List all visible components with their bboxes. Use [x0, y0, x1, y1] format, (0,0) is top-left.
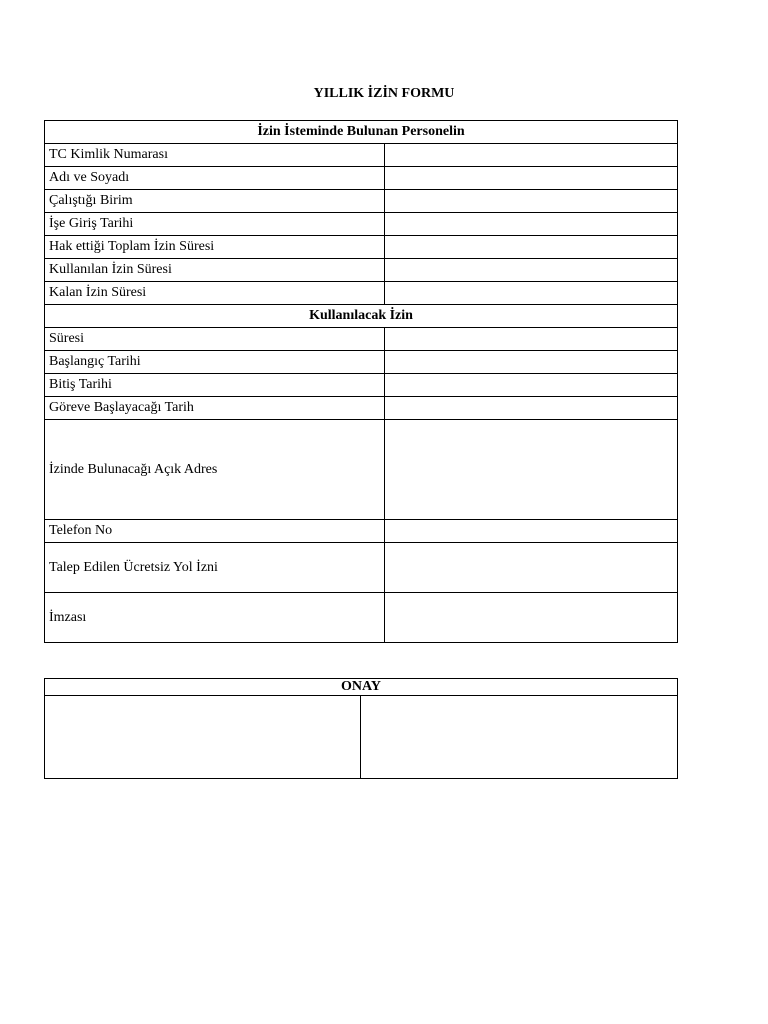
row-label-phone: Telefon No	[45, 520, 385, 543]
phone-field[interactable]	[385, 520, 678, 543]
row-label-return-date: Göreve Başlayacağı Tarih	[45, 397, 385, 420]
address-field[interactable]	[385, 420, 678, 520]
unit-field[interactable]	[385, 190, 678, 213]
row-label-duration: Süresi	[45, 328, 385, 351]
end-date-field[interactable]	[385, 374, 678, 397]
row-label-end-date: Bitiş Tarihi	[45, 374, 385, 397]
tc-id-field[interactable]	[385, 144, 678, 167]
entitled-leave-field[interactable]	[385, 236, 678, 259]
row-label-tc-id: TC Kimlik Numarası	[45, 144, 385, 167]
table-row	[45, 259, 678, 282]
row-label-remaining-leave: Kalan İzin Süresi	[45, 282, 385, 305]
table-row	[45, 282, 678, 305]
row-label-begin-date: Başlangıç Tarihi	[45, 351, 385, 374]
start-date-field[interactable]	[385, 213, 678, 236]
table-row	[45, 144, 678, 167]
row-label-travel-leave: Talep Edilen Ücretsiz Yol İzni	[45, 543, 385, 593]
row-label-name: Adı ve Soyadı	[45, 167, 385, 190]
table-row	[45, 213, 678, 236]
section-header-personnel: İzin İsteminde Bulunan Personelin	[45, 121, 678, 144]
table-row	[45, 543, 678, 593]
row-label-signature: İmzası	[45, 593, 385, 643]
table-row	[45, 236, 678, 259]
personnel-leave-table	[44, 120, 678, 643]
approval-table	[44, 678, 678, 779]
row-label-start-date: İşe Giriş Tarihi	[45, 213, 385, 236]
row-label-unit: Çalıştığı Birim	[45, 190, 385, 213]
table-row	[45, 520, 678, 543]
return-date-field[interactable]	[385, 397, 678, 420]
approval-header: ONAY	[45, 679, 678, 696]
table-row	[45, 328, 678, 351]
begin-date-field[interactable]	[385, 351, 678, 374]
travel-leave-field[interactable]	[385, 543, 678, 593]
row-label-address: İzinde Bulunacağı Açık Adres	[45, 420, 385, 520]
approval-box-right[interactable]	[361, 696, 678, 779]
duration-field[interactable]	[385, 328, 678, 351]
section-header-leave: Kullanılacak İzin	[45, 305, 678, 328]
table-row	[45, 374, 678, 397]
table-row	[45, 420, 678, 520]
table-row	[45, 397, 678, 420]
table-row	[45, 593, 678, 643]
table-row	[45, 190, 678, 213]
table-row	[45, 351, 678, 374]
used-leave-field[interactable]	[385, 259, 678, 282]
table-row	[45, 167, 678, 190]
signature-field[interactable]	[385, 593, 678, 643]
name-field[interactable]	[385, 167, 678, 190]
row-label-entitled-leave: Hak ettiği Toplam İzin Süresi	[45, 236, 385, 259]
remaining-leave-field[interactable]	[385, 282, 678, 305]
row-label-used-leave: Kullanılan İzin Süresi	[45, 259, 385, 282]
approval-box-left[interactable]	[45, 696, 361, 779]
form-title: YILLIK İZİN FORMU	[313, 86, 455, 101]
